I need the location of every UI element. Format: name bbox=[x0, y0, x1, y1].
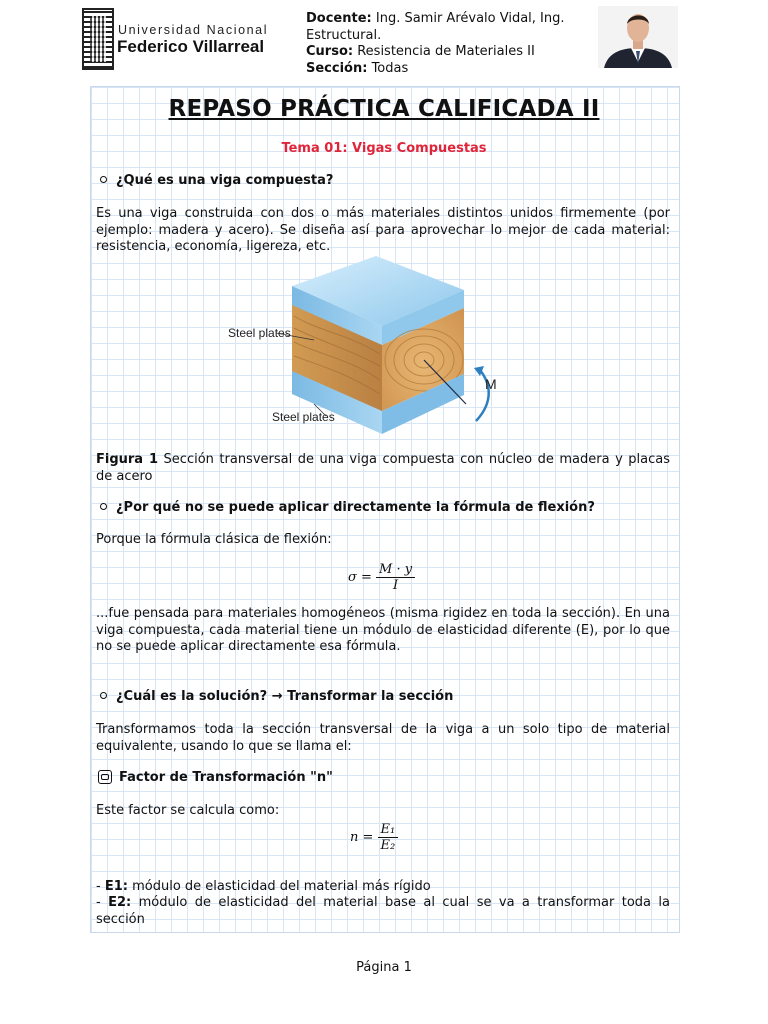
section-heading-what-is: ¿Qué es una viga compuesta? bbox=[100, 173, 333, 188]
university-name-line2: Federico Villarreal bbox=[117, 37, 265, 56]
university-logo bbox=[82, 8, 269, 70]
factor-intro: Este factor se calcula como: bbox=[96, 803, 280, 818]
e1-definition: - E1: módulo de elasticidad del material más rígido bbox=[96, 879, 431, 894]
bullet-circle-icon bbox=[100, 176, 107, 183]
factor-heading: Factor de Transformación "n" bbox=[98, 770, 333, 785]
e2-definition: - E2: módulo de elasticidad del material base al cual se va a transformar toda la sección bbox=[96, 895, 670, 927]
instructor-photo bbox=[598, 6, 678, 68]
page-title: REPASO PRÁCTICA CALIFICADA II bbox=[168, 96, 600, 122]
bullet-circle-icon bbox=[100, 692, 107, 699]
solution-paragraph: Transformamos toda la sección transversal de la viga a un solo tipo de material equivalente, usando lo que se llama el: bbox=[96, 722, 670, 754]
course-info bbox=[306, 11, 566, 77]
university-crest-icon bbox=[82, 8, 114, 70]
figure-caption: Figura 1 Sección transversal de una viga compuesta con núcleo de madera y placas de acero bbox=[96, 452, 670, 484]
topic-heading: Tema 01: Vigas Compuestas bbox=[281, 141, 487, 156]
flexure-formula: σ = $\frac{M \cdot y}{I}$ bbox=[348, 562, 415, 593]
seccion-value: Todas bbox=[371, 60, 409, 76]
seccion-label: Sección: bbox=[306, 60, 368, 76]
flexure-explanation: ...fue pensada para materiales homogéneos (misma rigidez en toda la sección). En una viga compuesta, cada material tiene un módulo de elasticidad diferente (E), por lo que no se puede aplicar directamente esa fórmula. bbox=[96, 606, 670, 654]
flexure-intro: Porque la fórmula clásica de flexión: bbox=[96, 532, 332, 547]
section-heading-why-not: ¿Por qué no se puede aplicar directamente la fórmula de flexión? bbox=[100, 500, 595, 515]
label-steel-plates-bottom: Steel plates bbox=[272, 410, 335, 424]
docente-label: Docente: bbox=[306, 11, 372, 26]
docente-line bbox=[306, 11, 566, 44]
curso-line bbox=[306, 44, 566, 61]
copy-icon bbox=[98, 770, 112, 784]
section-heading-solution: ¿Cuál es la solución? → Transformar la sección bbox=[100, 689, 453, 704]
definition-paragraph: Es una viga construida con dos o más materiales distintos unidos firmemente (por ejemplo: madera y acero). Se diseña así para aprovechar lo mejor de cada material: resistencia, economía, ligereza, etc. bbox=[96, 206, 670, 254]
curso-value: Resistencia de Materiales II bbox=[357, 44, 535, 59]
docente-value: Ing. Samir Arévalo Vidal, Ing. Estructural. bbox=[306, 11, 565, 43]
seccion-line bbox=[306, 61, 566, 78]
bullet-circle-icon bbox=[100, 503, 107, 510]
university-name-line1: Universidad Nacional bbox=[118, 23, 269, 37]
label-moment: M bbox=[485, 376, 497, 392]
page-header bbox=[0, 0, 768, 80]
label-steel-plates-top: Steel plates bbox=[228, 326, 291, 340]
composite-beam-figure bbox=[218, 256, 512, 444]
page-number: Página 1 bbox=[356, 960, 412, 975]
transformation-formula: n = $\frac{\text{E₁}}{\text{E₂}}$ bbox=[350, 822, 398, 853]
curso-label: Curso: bbox=[306, 44, 354, 59]
